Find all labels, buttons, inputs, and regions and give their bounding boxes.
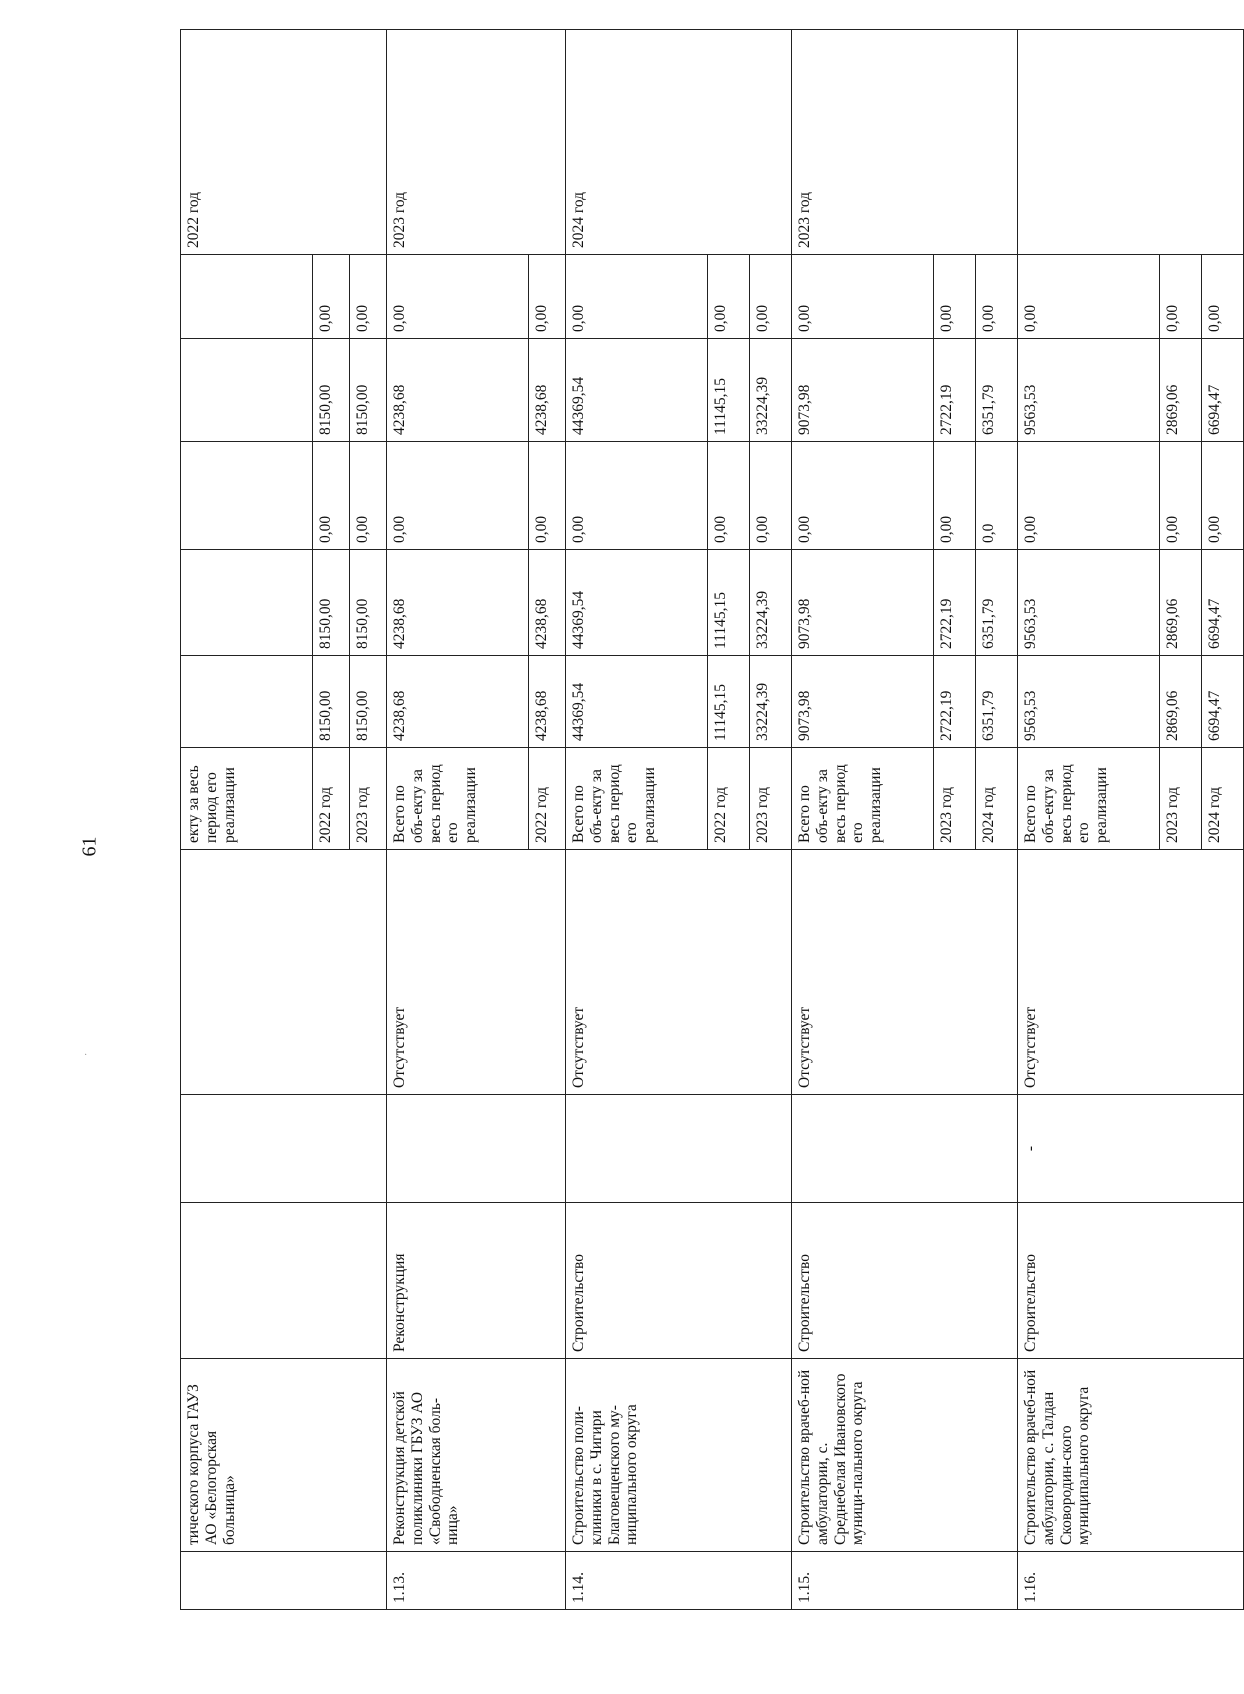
empty-amount-cell [181,339,313,442]
amount-federal-cell: 2869,06 [1160,550,1202,656]
total-label-cell: Всего по объ-екту за весь период его реализации [1018,748,1160,850]
amount-other-cell: 0,00 [750,255,792,339]
table-row [566,30,708,1610]
status-cell: Отсутствует [387,850,566,1095]
year-badge-cell: 2023 год [387,30,566,255]
amount-other-cell: 0,00 [934,255,976,339]
amount-limit-cell: 33224,39 [750,339,792,442]
amount-regional-cell: 0,00 [387,442,529,550]
amount-total-cell: 33224,39 [750,656,792,748]
amount-other-cell: 0,00 [387,255,529,339]
amount-total-cell: 4238,68 [529,656,566,748]
amount-limit-cell: 6694,47 [1202,339,1244,442]
dash-cell: - [1018,1095,1244,1203]
amount-federal-cell: 33224,39 [750,550,792,656]
amount-other-cell: 0,00 [529,255,566,339]
object-name-cell: Строительство врачеб-ной амбулатории, с. Талдан Сковородин-ского муниципального округа [1018,1359,1244,1552]
amount-other-cell: 0,00 [792,255,934,339]
amount-federal-cell: 11145,15 [708,550,750,656]
year-cell: 2023 год [1160,748,1202,850]
amount-regional-cell: 0,00 [313,442,350,550]
amount-regional-cell: 0,0 [976,442,1018,550]
amount-limit-cell: 2869,06 [1160,339,1202,442]
empty-amount-cell [181,255,313,339]
amount-limit-cell: 4238,68 [529,339,566,442]
period-label-cell: екту за весь период его реализации [181,748,313,850]
row-number-cell: 1.14. [566,1552,792,1610]
amount-total-cell: 9073,98 [792,656,934,748]
total-label-cell: Всего по объ-екту за весь период его реализации [387,748,529,850]
amount-federal-cell: 4238,68 [529,550,566,656]
year-cell: 2024 год [976,748,1018,850]
amount-limit-cell: 8150,00 [313,339,350,442]
total-label-cell: Всего по объ-екту за весь период его реализации [792,748,934,850]
status-cell: Отсутствует [566,850,792,1095]
amount-regional-cell: 0,00 [792,442,934,550]
amount-regional-cell: 0,00 [1202,442,1244,550]
year-cell: 2023 год [934,748,976,850]
year-badge-cell: 2023 год [792,30,1018,255]
year-badge-cell: 2024 год [566,30,792,255]
status-cell: Отсутствует [792,850,1018,1095]
table-row [1018,30,1160,1610]
year-cell: 2023 год [350,748,387,850]
year-cell: 2024 год [1202,748,1244,850]
amount-limit-cell: 44369,54 [566,339,708,442]
amount-regional-cell: 0,00 [934,442,976,550]
object-name-cell: Реконструкция детской поликлиники ГБУЗ АО «Свободненская боль-ница» [387,1359,566,1552]
work-type-cell: Строительство [1018,1203,1244,1359]
amount-limit-cell: 9563,53 [1018,339,1160,442]
table-row [792,30,934,1610]
row-number-cell: 1.15. [792,1552,1018,1610]
amount-federal-cell: 9073,98 [792,550,934,656]
investment-objects-table [180,29,1244,1610]
amount-federal-cell: 9563,53 [1018,550,1160,656]
year-badge-cell [1018,30,1244,255]
status-cell: Отсутствует [1018,850,1244,1095]
amount-other-cell: 0,00 [1202,255,1244,339]
amount-total-cell: 6694,47 [1202,656,1244,748]
scan-mark: · [84,1050,88,1061]
empty-amount-cell [181,656,313,748]
amount-federal-cell: 44369,54 [566,550,708,656]
empty-amount-cell [181,442,313,550]
amount-total-cell: 44369,54 [566,656,708,748]
amount-regional-cell: 0,00 [708,442,750,550]
amount-federal-cell: 8150,00 [313,550,350,656]
row-number-cell: 1.16. [1018,1552,1244,1610]
object-name-cell: Строительство врачеб-ной амбулатории, с. Среднебелая Ивановского муници-пального округа [792,1359,1018,1552]
amount-total-cell: 8150,00 [313,656,350,748]
amount-total-cell: 11145,15 [708,656,750,748]
row-number-cell: 1.13. [387,1552,566,1610]
amount-federal-cell: 4238,68 [387,550,529,656]
table-body [181,30,1244,1610]
table-row [387,30,529,1610]
dash-cell [387,1095,566,1203]
year-cell: 2022 год [529,748,566,850]
amount-other-cell: 0,00 [976,255,1018,339]
dash-cell [566,1095,792,1203]
amount-federal-cell: 6694,47 [1202,550,1244,656]
amount-limit-cell: 2722,19 [934,339,976,442]
work-type-cell: Строительство [792,1203,1018,1359]
amount-limit-cell: 4238,68 [387,339,529,442]
amount-total-cell: 8150,00 [350,656,387,748]
total-label-cell: Всего по объ-екту за весь период его реализации [566,748,708,850]
rotated-table-container [180,30,1223,1610]
amount-limit-cell: 11145,15 [708,339,750,442]
amount-regional-cell: 0,00 [529,442,566,550]
dash-cell [792,1095,1018,1203]
year-cell: 2023 год [750,748,792,850]
work-type-cell: Строительство [566,1203,792,1359]
amount-other-cell: 0,00 [1160,255,1202,339]
amount-limit-cell: 8150,00 [350,339,387,442]
amount-regional-cell: 0,00 [1160,442,1202,550]
amount-other-cell: 0,00 [313,255,350,339]
amount-regional-cell: 0,00 [566,442,708,550]
amount-total-cell: 2869,06 [1160,656,1202,748]
row-number-cell [181,1552,387,1610]
amount-regional-cell: 0,00 [1018,442,1160,550]
amount-limit-cell: 6351,79 [976,339,1018,442]
year-badge-cell: 2022 год [181,30,387,255]
table-row [181,30,313,1610]
amount-limit-cell: 9073,98 [792,339,934,442]
year-cell: 2022 год [708,748,750,850]
year-cell: 2022 год [313,748,350,850]
dash-cell [181,1095,387,1203]
work-type-cell [181,1203,387,1359]
amount-total-cell: 2722,19 [934,656,976,748]
amount-federal-cell: 6351,79 [976,550,1018,656]
page-number: 61 [78,836,101,857]
amount-total-cell: 4238,68 [387,656,529,748]
amount-other-cell: 0,00 [350,255,387,339]
amount-federal-cell: 2722,19 [934,550,976,656]
amount-regional-cell: 0,00 [350,442,387,550]
amount-federal-cell: 8150,00 [350,550,387,656]
empty-amount-cell [181,550,313,656]
amount-other-cell: 0,00 [566,255,708,339]
work-type-cell: Реконструкция [387,1203,566,1359]
object-name-cell: Строительство поли-клиники в с. Чигири Благовещенского му-ниципального округа [566,1359,792,1552]
status-cell [181,850,387,1095]
object-name-cell: тического корпуса ГАУЗ АО «Белогорская больница» [181,1359,387,1552]
amount-total-cell: 6351,79 [976,656,1018,748]
amount-total-cell: 9563,53 [1018,656,1160,748]
amount-regional-cell: 0,00 [750,442,792,550]
amount-other-cell: 0,00 [1018,255,1160,339]
amount-other-cell: 0,00 [708,255,750,339]
